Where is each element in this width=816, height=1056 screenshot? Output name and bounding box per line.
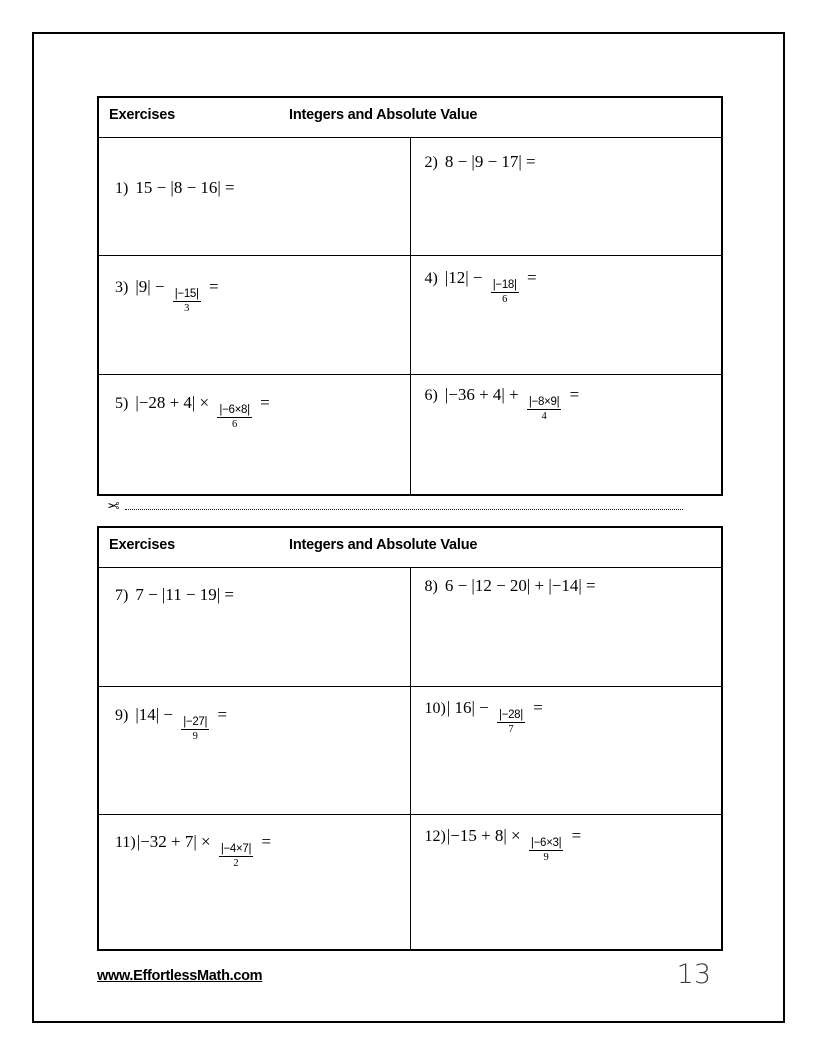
worksheet-top-header-cell	[98, 97, 722, 138]
fraction-6: $\frac{|-8\times 9|}{4}$	[528, 396, 560, 423]
page-number: 13	[676, 959, 711, 990]
problem-9	[115, 704, 228, 742]
problem-12-expression: |−15 + 8| × $\frac{|-6\times 3|}{9}$ =	[446, 825, 582, 863]
problem-cell-8[interactable]	[410, 567, 722, 686]
problem-12-number: 12)	[424, 827, 446, 845]
problem-4-expression: |12| − $\frac{|-18|}{6}$ =	[444, 268, 537, 306]
problem-cell-5[interactable]	[98, 375, 410, 495]
page-border-frame	[32, 32, 785, 1023]
problem-10-expression: | 16| − $\frac{|-28|}{7}$ =	[446, 697, 543, 735]
cut-here-separator	[97, 496, 723, 526]
fraction-12: $\frac{|-6\times 3|}{9}$	[530, 836, 562, 863]
problem-4-number: 4)	[424, 270, 438, 287]
problem-1	[115, 179, 235, 197]
problem-cell-2[interactable]	[410, 138, 722, 256]
problem-11-number: 11)	[115, 833, 136, 851]
problem-row-2	[98, 256, 722, 375]
fraction-10: $\frac{|-28|}{7}$	[498, 708, 523, 735]
problem-12	[424, 825, 582, 863]
problem-10-number: 10)	[424, 699, 446, 717]
problem-6-expression: |−36 + 4| + $\frac{|-8\times 9|}{4}$ =	[444, 385, 580, 423]
problem-row-4	[98, 567, 722, 686]
problem-row-1	[98, 138, 722, 256]
problem-5-expression: |−28 + 4| × $\frac{|-6\times 8|}{6}$ =	[135, 393, 270, 431]
scissors-icon: ✂	[107, 496, 120, 515]
problem-6-number: 6)	[424, 387, 438, 404]
fraction-9: $\frac{|-27|}{9}$	[183, 715, 208, 742]
problem-10	[424, 697, 543, 735]
worksheet-area	[97, 96, 723, 996]
problem-6	[424, 385, 580, 423]
problem-4	[424, 268, 537, 306]
problem-row-6	[98, 814, 722, 950]
problem-8	[425, 577, 596, 595]
fraction-5: $\frac{|-6\times 8|}{6}$	[219, 404, 250, 431]
problem-cell-12[interactable]	[410, 814, 722, 950]
worksheet-header-row	[98, 527, 722, 568]
fraction-11: $\frac{|-4\times 7|}{2}$	[220, 842, 252, 869]
worksheet-topic-title: Integers and Absolute Value	[289, 536, 478, 553]
website-link[interactable]: www.EffortlessMath.com	[97, 968, 263, 984]
fraction-3: $\frac{|-15|}{3}$	[174, 288, 199, 315]
worksheet-bottom-header-cell	[98, 527, 722, 568]
problem-cell-1[interactable]	[98, 138, 410, 256]
problem-cell-11[interactable]	[98, 814, 410, 950]
problem-3-number: 3)	[115, 279, 129, 296]
problem-2-expression: 8 − |9 − 17| =	[444, 152, 536, 171]
problem-1-expression: 15 − |8 − 16| =	[135, 178, 235, 197]
problem-row-5	[98, 686, 722, 814]
problem-cell-4[interactable]	[410, 256, 722, 375]
page-footer	[97, 959, 723, 999]
problem-cell-9[interactable]	[98, 686, 410, 814]
problem-cell-3[interactable]	[98, 256, 410, 375]
problem-7-number: 7)	[115, 586, 129, 604]
exercises-label: Exercises	[109, 107, 175, 123]
dotted-cut-line	[125, 509, 683, 510]
problem-9-number: 9)	[115, 706, 129, 724]
problem-8-expression: 6 − |12 − 20| + |−14| =	[444, 575, 596, 595]
worksheet-top	[97, 96, 723, 496]
problem-3-expression: |9| − $\frac{|-15|}{3}$ =	[135, 277, 219, 315]
problem-7-expression: 7 − |11 − 19| =	[135, 584, 235, 604]
worksheet-topic-title: Integers and Absolute Value	[289, 107, 478, 123]
problem-cell-6[interactable]	[410, 375, 722, 495]
worksheet-header-row	[98, 97, 722, 138]
problem-row-3	[98, 375, 722, 495]
problem-11-expression: |−32 + 7| × $\frac{|-4\times 7|}{2}$ =	[136, 831, 272, 869]
problem-5-number: 5)	[115, 395, 129, 412]
problem-cell-7[interactable]	[98, 567, 410, 686]
problem-1-number: 1)	[115, 180, 129, 197]
exercises-label: Exercises	[109, 536, 175, 553]
problem-2-number: 2)	[424, 154, 438, 171]
worksheet-bottom	[97, 526, 723, 952]
problem-5	[115, 393, 270, 431]
fraction-4: $\frac{|-18|}{6}$	[492, 279, 517, 306]
problem-11	[115, 831, 272, 869]
problem-9-expression: |14| − $\frac{|-27|}{9}$ =	[135, 704, 228, 742]
problem-2	[425, 153, 536, 171]
problem-7	[115, 586, 234, 604]
problem-3	[115, 277, 219, 315]
problem-8-number: 8)	[424, 577, 438, 595]
problem-cell-10[interactable]	[410, 686, 722, 814]
